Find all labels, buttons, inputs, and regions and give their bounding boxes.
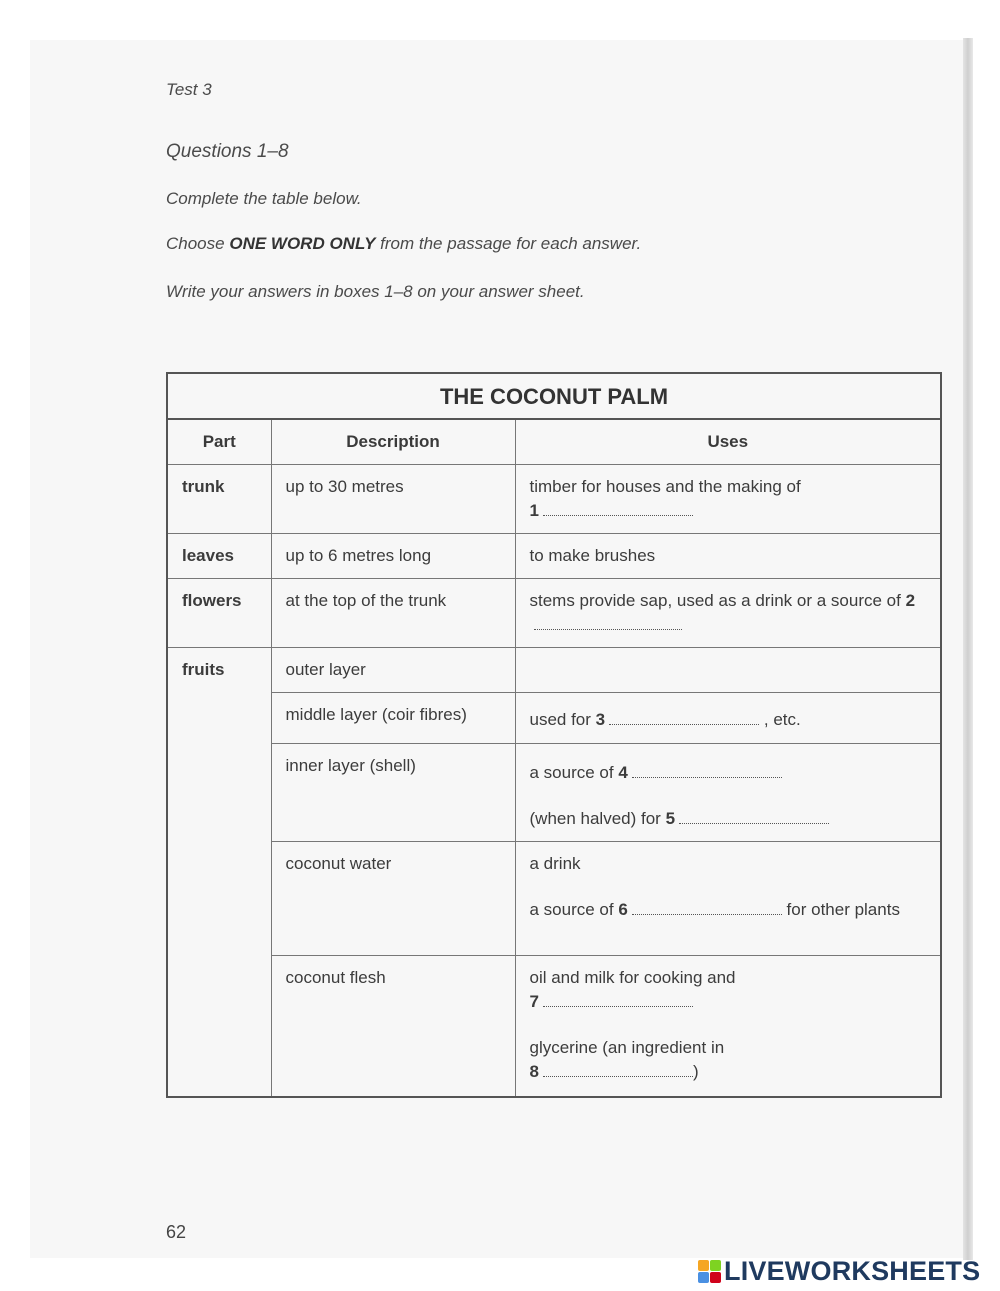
uses-trunk-text: timber for houses and the making of	[529, 477, 801, 496]
part-trunk: trunk	[167, 465, 271, 534]
questions-heading: Questions 1–8	[166, 141, 289, 162]
gap-number-1: 1	[529, 501, 539, 520]
uses-flesh-text-1: oil and milk for cooking and	[529, 968, 736, 987]
header-uses: Uses	[515, 419, 941, 465]
answer-blank-2[interactable]	[534, 617, 682, 630]
description-coconut-flesh: coconut flesh	[271, 956, 515, 1097]
part-fruits: fruits	[167, 648, 271, 1097]
answer-blank-7[interactable]	[543, 994, 693, 1007]
uses-inner-layer	[515, 744, 941, 842]
table-header-row	[167, 419, 941, 465]
test-label: Test 3	[166, 80, 212, 99]
spacer	[530, 1014, 927, 1036]
logo-square-1	[698, 1260, 709, 1271]
logo-square-3	[698, 1272, 709, 1283]
logo-square-2	[710, 1260, 721, 1271]
uses-middle-etc: , etc.	[763, 710, 801, 729]
uses-flowers	[515, 579, 941, 648]
gap-number-5: 5	[665, 809, 676, 828]
page-number: 62	[166, 1222, 187, 1242]
instruction-write-answers: Write your answers in boxes 1–8 on your answer sheet.	[166, 282, 585, 301]
instruction-one-word-only: ONE WORD ONLY	[229, 234, 376, 253]
part-flowers: flowers	[167, 579, 271, 648]
uses-water-text-2: a source of	[529, 900, 614, 919]
description-flowers: at the top of the trunk	[271, 579, 515, 648]
table-row-trunk	[167, 465, 941, 534]
spacer	[530, 876, 927, 898]
description-inner-layer: inner layer (shell)	[271, 744, 515, 842]
description-leaves: up to 6 metres long	[271, 534, 515, 579]
answer-blank-8[interactable]	[543, 1064, 693, 1077]
instruction-choose-suffix: from the passage for each answer.	[380, 234, 642, 253]
liveworksheets-wordmark: LIVEWORKSHEETS	[724, 1255, 981, 1286]
answer-blank-6[interactable]	[632, 902, 782, 915]
liveworksheets-icon	[698, 1260, 721, 1283]
table-row-fruits-middle	[167, 693, 941, 744]
uses-flesh-text-2: glycerine (an ingredient in	[529, 1038, 725, 1057]
table-row-fruits-inner	[167, 744, 941, 842]
uses-flesh-close: )	[692, 1062, 699, 1081]
table-row-flowers	[167, 579, 941, 648]
uses-inner-text-1: a source of	[529, 763, 614, 782]
liveworksheets-logo[interactable]	[698, 1256, 980, 1286]
uses-water-text-1: a drink	[529, 854, 581, 873]
uses-inner-text-2: (when halved) for	[529, 809, 661, 828]
uses-trunk	[515, 465, 941, 534]
uses-leaves: to make brushes	[515, 534, 941, 579]
instruction-choose-prefix: Choose	[166, 234, 225, 253]
instruction-choose-word	[166, 234, 641, 254]
logo-square-4	[710, 1272, 721, 1283]
answer-blank-3[interactable]	[609, 712, 759, 725]
uses-middle-text: used for	[529, 710, 591, 729]
uses-middle-layer	[515, 693, 941, 744]
gap-number-8: 8	[529, 1062, 539, 1081]
part-leaves: leaves	[167, 534, 271, 579]
uses-flowers-text: stems provide sap, used as a drink or a source of	[529, 591, 901, 610]
book-spine-shadow	[963, 38, 973, 1260]
table-row-fruits-flesh	[167, 956, 941, 1097]
answer-blank-5[interactable]	[679, 811, 829, 824]
table-row-fruits-water	[167, 842, 941, 956]
instruction-complete-table: Complete the table below.	[166, 189, 362, 208]
table-row-leaves	[167, 534, 941, 579]
description-coconut-water: coconut water	[271, 842, 515, 956]
gap-number-4: 4	[618, 763, 628, 782]
uses-outer-layer	[515, 648, 941, 693]
answer-blank-1[interactable]	[543, 503, 693, 516]
description-middle-layer: middle layer (coir fibres)	[271, 693, 515, 744]
gap-number-3: 3	[595, 710, 606, 729]
table-title: THE COCONUT PALM	[167, 373, 941, 419]
uses-coconut-water	[515, 842, 941, 956]
uses-water-text-3: for other plants	[786, 900, 900, 919]
answer-blank-4[interactable]	[632, 765, 782, 778]
uses-coconut-flesh	[515, 956, 941, 1097]
gap-number-6: 6	[618, 900, 628, 919]
header-description: Description	[271, 419, 515, 465]
header-part: Part	[167, 419, 271, 465]
description-trunk: up to 30 metres	[271, 465, 515, 534]
gap-number-2: 2	[905, 591, 916, 610]
spacer	[530, 785, 927, 807]
coconut-palm-table	[166, 372, 942, 1098]
gap-number-7: 7	[529, 992, 539, 1011]
description-outer-layer: outer layer	[271, 648, 515, 693]
table-row-fruits-outer	[167, 648, 941, 693]
